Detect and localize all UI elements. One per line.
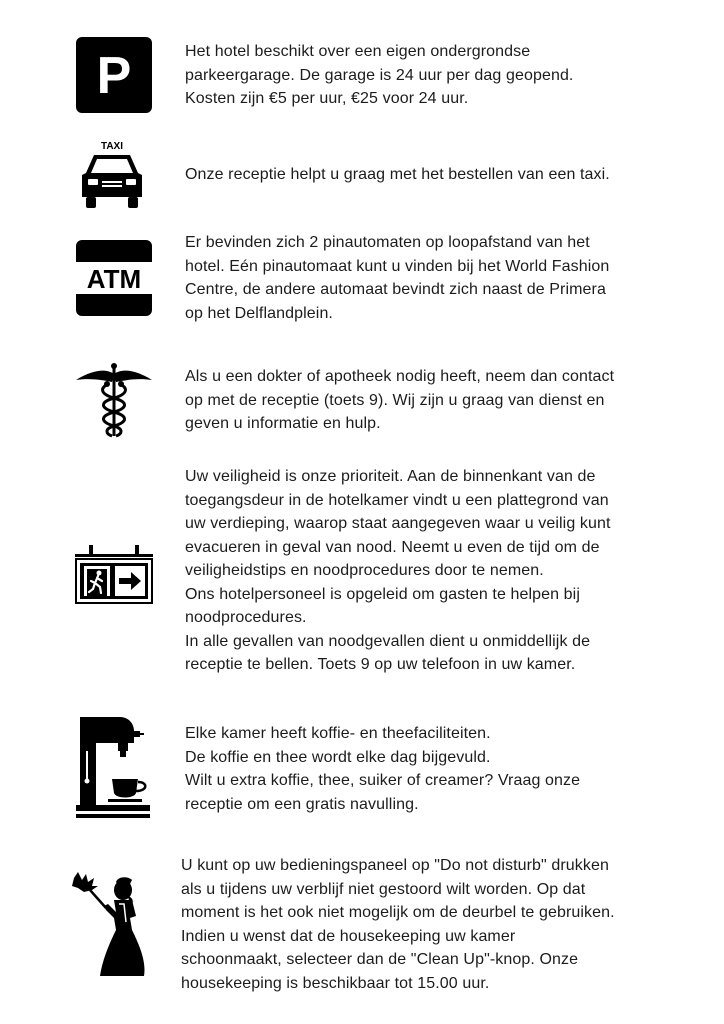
text-line: Kosten zijn €5 per uur, €25 voor 24 uur. <box>185 90 469 107</box>
text-line: op het Delflandplein. <box>185 304 333 322</box>
safety-text <box>185 465 655 677</box>
emergency-exit-icon <box>75 545 153 605</box>
text-line: housekeeping is beschikbaar tot 15.00 uur. <box>181 974 490 992</box>
text-line: toegangsdeur in de hotelkamer vindt u een plattegrond van <box>185 491 609 509</box>
text-line: Er bevinden zich 2 pinautomaten op loopafstand van het <box>185 234 590 251</box>
coffee-text <box>185 722 655 816</box>
medical-text <box>185 365 655 436</box>
housekeeping-maid-icon <box>72 870 152 978</box>
atm-icon <box>76 240 152 316</box>
text-line: receptie te bellen. Toets 9 op uw telefoon in uw kamer. <box>185 656 576 673</box>
taxi-icon <box>78 139 146 211</box>
text-line: Wilt u extra koffie, thee, suiker of creamer? Vraag onze <box>185 772 581 789</box>
text-line: U kunt op uw bedieningspaneel op "Do not disturb" drukken <box>181 857 609 874</box>
text-line: Onze receptie helpt u graag met het bestellen van een taxi. <box>185 166 610 183</box>
taxi-icon-label: TAXI <box>100 141 124 152</box>
atm-text <box>185 231 655 325</box>
atm-icon-label: ATM <box>86 264 142 294</box>
text-line: op met de receptie (toets 9). Wij zijn u graag van dienst en <box>185 391 605 409</box>
caduceus-icon <box>76 362 152 438</box>
text-line: De koffie en thee wordt elke dag bijgevuld. <box>185 748 491 766</box>
text-line: evacueren in geval van nood. Neemt u even de tijd om de <box>185 538 600 556</box>
parking-icon-label: P <box>96 47 132 105</box>
text-line: moment is het ook niet mogelijk om de deurbel te gebruiken. <box>181 904 615 921</box>
text-line: hotel. Eén pinautomaat kunt u vinden bij het World Fashion <box>185 257 610 275</box>
text-line: receptie om een gratis navulling. <box>185 795 419 813</box>
coffee-machine-icon <box>76 717 154 819</box>
parking-icon <box>76 37 152 113</box>
text-line: In alle gevallen van noodgevallen dient u onmiddellijk de <box>185 632 591 650</box>
text-line: Ons hotelpersoneel is opgeleid om gasten te helpen bij <box>185 585 580 603</box>
parking-text <box>185 40 655 111</box>
text-line: Uw veiligheid is onze prioriteit. Aan de binnenkant van de <box>185 468 596 485</box>
taxi-text <box>185 163 655 187</box>
text-line: veiligheidstips en noodprocedures door te nemen. <box>185 562 544 579</box>
text-line: Indien u wenst dat de housekeeping uw kamer <box>181 927 516 945</box>
housekeeping-text <box>181 854 661 995</box>
text-line: Centre, de andere automaat bevindt zich naast de Primera <box>185 281 606 298</box>
text-line: Als u een dokter of apotheek nodig heeft, neem dan contact <box>185 368 615 385</box>
text-line: Elke kamer heeft koffie- en theefaciliteiten. <box>185 725 491 742</box>
text-line: geven u informatie en hulp. <box>185 415 381 432</box>
text-line: noodprocedures. <box>185 609 307 626</box>
text-line: parkeergarage. De garage is 24 uur per dag geopend. <box>185 66 574 84</box>
text-line: uw verdieping, waarop staat aangegeven waar u veilig kunt <box>185 515 611 532</box>
text-line: Het hotel beschikt over een eigen ondergrondse <box>185 43 531 60</box>
text-line: schoonmaakt, selecteer dan de "Clean Up"-knop. Onze <box>181 951 579 968</box>
text-line: als u tijdens uw verblijf niet gestoord wilt worden. Op dat <box>181 880 586 898</box>
